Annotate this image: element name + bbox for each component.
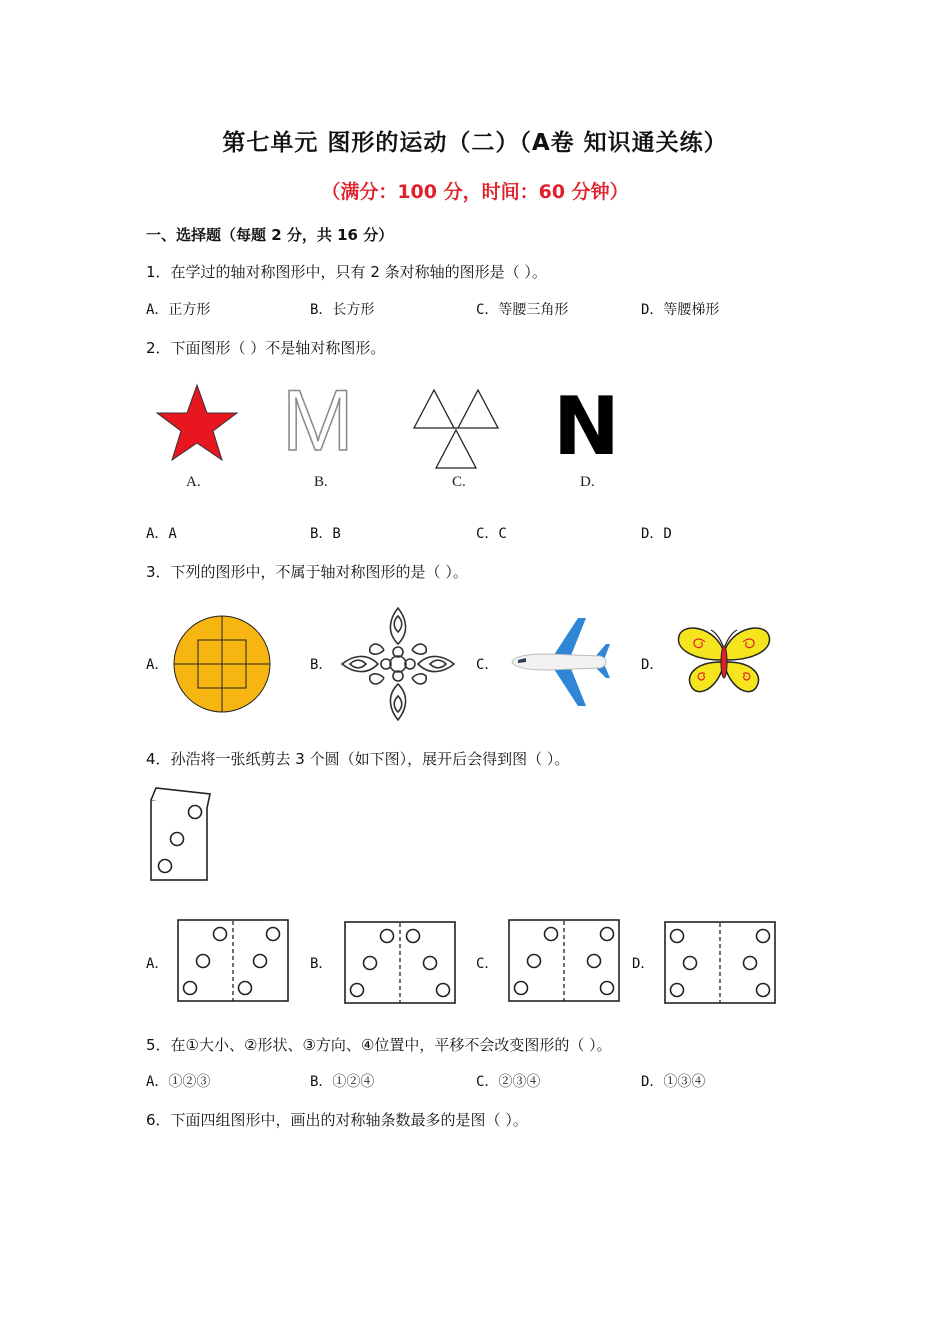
q3-option-d[interactable]: D．: [641, 657, 664, 673]
q2-caption-d: D.: [580, 474, 595, 490]
q5-option-c[interactable]: C．②③④: [476, 1074, 541, 1090]
section-heading: 一、选择题（每题 2 分，共 16 分）: [146, 226, 394, 244]
q5-option-b[interactable]: B．①②④: [310, 1074, 375, 1090]
pinwheel-icon: [172, 614, 272, 714]
q2-caption-a: A.: [186, 474, 201, 490]
ornament-icon: [338, 604, 458, 724]
q1-option-c[interactable]: C．等腰三角形: [476, 302, 569, 318]
question-5: 5．在①大小、②形状、③方向、④位置中，平移不会改变图形的（ ）。: [146, 1036, 612, 1054]
page-subtitle: （满分：100 分，时间：60 分钟）: [321, 181, 629, 203]
question-2: 2．下面图形（ ）不是轴对称图形。: [146, 339, 386, 357]
unfolded-paper-d: [664, 921, 777, 1005]
q2-option-c[interactable]: C．C: [476, 526, 507, 542]
q1-option-a[interactable]: A．正方形: [146, 302, 211, 318]
bold-letter-n: N: [553, 380, 620, 473]
folded-paper-icon: [150, 786, 212, 882]
q5-option-d[interactable]: D．①③④: [641, 1074, 706, 1090]
q2-caption-b: B.: [314, 474, 328, 490]
q3-option-b[interactable]: B．: [310, 657, 333, 673]
q5-option-a[interactable]: A．①②③: [146, 1074, 211, 1090]
q4-option-d[interactable]: D．: [632, 956, 655, 972]
butterfly-icon: [675, 622, 773, 698]
q4-option-a[interactable]: A．: [146, 956, 169, 972]
unfolded-paper-c: [508, 919, 621, 1003]
q3-option-c[interactable]: C．: [476, 657, 499, 673]
question-1: 1．在学过的轴对称图形中，只有 2 条对称轴的图形是（ ）。: [146, 263, 547, 281]
q2-caption-c: C.: [452, 474, 466, 490]
question-4: 4．孙浩将一张纸剪去 3 个圆（如下图），展开后会得到图（ ）。: [146, 750, 570, 768]
outlined-letter-m: M: [282, 373, 354, 469]
question-3: 3．下列的图形中，不属于轴对称图形的是（ ）。: [146, 563, 468, 581]
q2-option-b[interactable]: B．B: [310, 526, 341, 542]
airplane-icon: [508, 614, 612, 710]
q3-option-a[interactable]: A．: [146, 657, 169, 673]
question-6: 6．下面四组图形中，画出的对称轴条数最多的是图（ ）。: [146, 1111, 528, 1129]
q1-option-b[interactable]: B．长方形: [310, 302, 375, 318]
q2-option-d[interactable]: D．D: [641, 526, 672, 542]
unfolded-paper-b: [344, 921, 457, 1005]
three-triangles-icon: [412, 388, 502, 470]
q4-option-c[interactable]: C．: [476, 956, 499, 972]
q4-option-b[interactable]: B．: [310, 956, 333, 972]
unfolded-paper-a: [177, 919, 290, 1003]
red-star-icon: [155, 383, 240, 463]
page-title: 第七单元 图形的运动（二）（A卷 知识通关练）: [222, 130, 728, 156]
q2-option-a[interactable]: A．A: [146, 526, 177, 542]
q1-option-d[interactable]: D．等腰梯形: [641, 302, 720, 318]
